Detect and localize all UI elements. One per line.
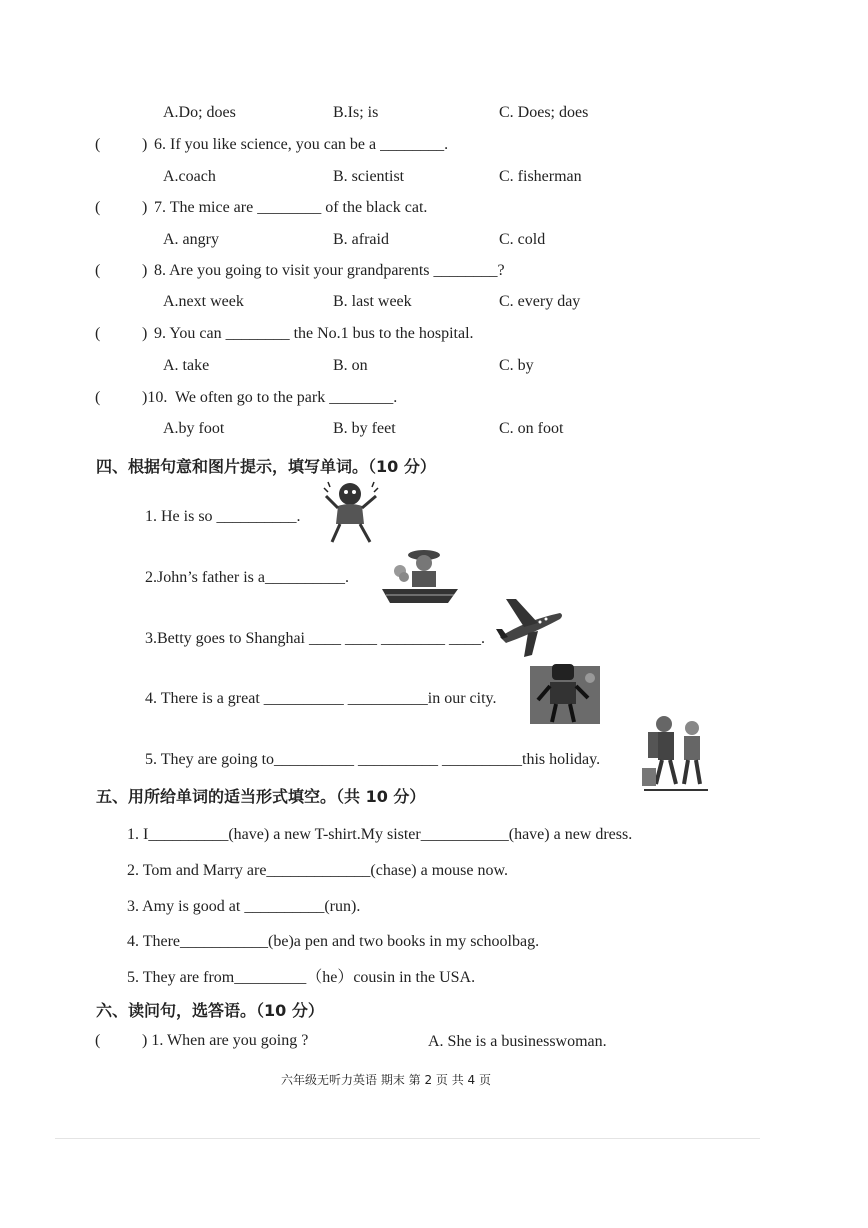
- section5-item-3: 3. Amy is good at __________(run).: [127, 898, 361, 915]
- q8-option-c: C. every day: [499, 293, 581, 310]
- scared-person-picture: [320, 478, 382, 550]
- q5-option-b: B.Is; is: [333, 104, 379, 121]
- q8-answer-paren-open: (: [95, 262, 101, 279]
- q8-option-b: B. last week: [333, 293, 412, 310]
- q7-text: 7. The mice are ________ of the black cat.: [154, 199, 428, 216]
- section5-item-1: 1. I__________(have) a new T-shirt.My sister___________(have) a new dress.: [127, 826, 633, 843]
- q10-option-c: C. on foot: [499, 420, 564, 437]
- q7-answer-paren-close: ): [142, 199, 148, 216]
- q6-option-b: B. scientist: [333, 168, 405, 185]
- section5-heading: 五、用所给单词的适当形式填空。（共 10 分）: [96, 787, 426, 806]
- q6-answer-paren-open: (: [95, 136, 101, 153]
- q6-option-a: A.coach: [163, 168, 216, 185]
- section4-item-1: 1. He is so __________.: [145, 508, 301, 525]
- section4-item-5: 5. They are going to__________ __________ __________this holiday.: [145, 751, 601, 768]
- q10-text: We often go to the park ________.: [175, 389, 398, 406]
- q8-answer-paren-close: ): [142, 262, 148, 279]
- section4-item-3: 3.Betty goes to Shanghai ____ ____ ________ ____.: [145, 630, 485, 647]
- q10-option-a: A.by foot: [163, 420, 225, 437]
- q8-option-a: A.next week: [163, 293, 244, 310]
- s6-q1-text: ) 1. When are you going ?: [142, 1032, 309, 1049]
- q9-option-b: B. on: [333, 357, 368, 374]
- section4-heading: 四、根据句意和图片提示，填写单词。（10 分）: [96, 457, 436, 476]
- q9-text: 9. You can ________ the No.1 bus to the hospital.: [154, 325, 474, 342]
- page-footer: 六年级无听力英语 期末 第 2 页 共 4 页: [281, 1073, 491, 1087]
- q9-option-a: A. take: [163, 357, 210, 374]
- section5-item-5: 5. They are from_________（he）cousin in the USA.: [127, 969, 476, 986]
- q9-option-c: C. by: [499, 357, 534, 374]
- q7-option-a: A. angry: [163, 231, 219, 248]
- q5-option-c: C. Does; does: [499, 104, 589, 121]
- airplane-picture: [494, 593, 566, 659]
- q5-option-a: A.Do; does: [163, 104, 236, 121]
- robot-picture: [530, 660, 600, 724]
- q6-text: 6. If you like science, you can be a ________.: [154, 136, 449, 153]
- q9-answer-paren-close: ): [142, 325, 148, 342]
- section4-item-4: 4. There is a great __________ __________in our city.: [145, 690, 497, 707]
- section4-item-2: 2.John’s father is a__________.: [145, 569, 349, 586]
- q7-option-c: C. cold: [499, 231, 546, 248]
- q10-answer-paren-close: )10.: [142, 389, 168, 406]
- section5-item-4: 4. There___________(be)a pen and two books in my schoolbag.: [127, 933, 540, 950]
- q8-text: 8. Are you going to visit your grandparents ________?: [154, 262, 505, 279]
- q7-option-b: B. afraid: [333, 231, 389, 248]
- section5-item-2: 2. Tom and Marry are_____________(chase) a mouse now.: [127, 862, 509, 879]
- page-bottom-divider: [55, 1138, 760, 1139]
- q9-answer-paren-open: (: [95, 325, 101, 342]
- q6-answer-paren-close: ): [142, 136, 148, 153]
- q10-answer-paren-open: (: [95, 389, 101, 406]
- q7-answer-paren-open: (: [95, 199, 101, 216]
- q10-option-b: B. by feet: [333, 420, 396, 437]
- s6-answer-a: A. She is a businesswoman.: [428, 1033, 607, 1050]
- q6-option-c: C. fisherman: [499, 168, 582, 185]
- s6-q1-paren-open: (: [95, 1032, 101, 1049]
- travelers-picture: [640, 712, 712, 792]
- section6-heading: 六、读问句，选答语。（10 分）: [96, 1001, 324, 1020]
- fisherman-boat-picture: [380, 545, 460, 607]
